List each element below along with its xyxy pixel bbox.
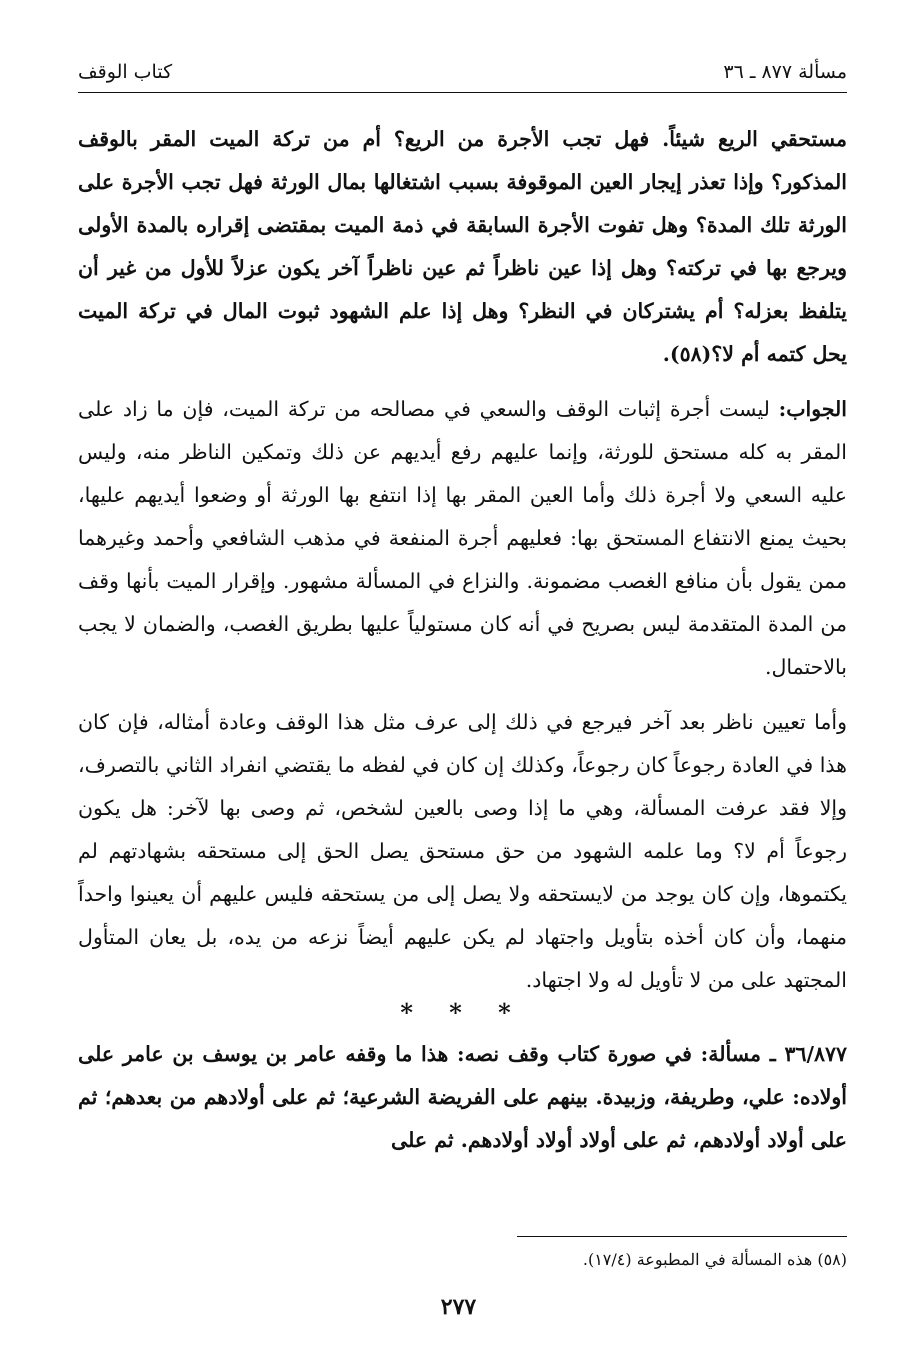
new-question-paragraph	[78, 1033, 847, 1162]
answer-text: ليست أجرة إثبات الوقف والسعي في مصالحه من تركة الميت، فإن ما زاد على المقر به كله مستحق للورثة، وإنما عليهم رفع أيديهم عن ذلك وتمكين الناظر منه، وليس عليه السعي ولا أجرة ذلك وأما العين المقر بها إذا انتفع بها الورثة أو وضعوا أيديهم عليها، بحيث يمنع الانتفاع المستحق بها: فعليهم أجرة المنفعة في مذهب الشافعي وأحمد وغيرهما ممن يقول بأن منافع الغصب مضمونة. والنزاع في المسألة مشهور. وإقرار الميت بأنها وقف من المدة المتقدمة ليس بصريح في أنه كان مستولياً عليها بطريق الغصب، والضمان لا يجب بالاحتمال.	[78, 397, 847, 679]
answer-paragraph	[78, 388, 847, 689]
new-question-text: في صورة كتاب وقف نصه: هذا ما وقفه عامر بن يوسف بن عامر على أولاده: علي، وطريفة، وزبيدة. بينهم على الفريضة الشرعية؛ ثم على أولادهم من بعدهم؛ ثم على أولاد أولادهم، ثم على أولاد أولاد أولادهم. ثم على	[78, 1042, 847, 1152]
question-paragraph: مستحقي الريع شيئاً. فهل تجب الأجرة من الريع؟ أم من تركة الميت المقر بالوقف المذكور؟ وإذا تعذر إيجار العين الموقوفة بسبب اشتغالها بمال الورثة فهل تجب الأجرة على الورثة تلك المدة؟ وهل تفوت الأجرة السابقة في ذمة الميت بمقتضى إقراره بالمدة الأولى ويرجع بها في تركته؟ وهل إذا عين ناظراً ثم عين ناظراً آخر يكون عزلاً للأول من غير أن يتلفظ بعزله؟ أم يشتركان في النظر؟ وهل إذا علم الشهود ثبوت المال في تركة الميت يحل كتمه أم لا؟(٥٨).	[78, 127, 847, 366]
page-body	[78, 118, 847, 1162]
footnote: (٥٨) هذه المسألة في المطبوعة (١٧/٤).	[582, 1250, 847, 1269]
second-paragraph: وأما تعيين ناظر بعد آخر فيرجع في ذلك إلى عرف مثل هذا الوقف وعادة أمثاله، فإن كان هذا في العادة رجوعاً كان رجوعاً، وكذلك إن كان في لفظه ما يقتضي انفراد الثاني بالتصرف، وإلا فقد عرفت المسألة، وهي ما إذا وصى بالعين لشخص، ثم وصى بها لآخر: هل يكون رجوعاً أم لا؟ وما علمه الشهود من حق مستحق يصل الحق إلى مستحقه بشهادتهم لم يكتموها، وإن كان يوجد من لايستحقه ولا يصل إلى من يستحقه فليس عليهم أن يعينوا واحداً منهما، وأن كان أخذه بتأويل واجتهاد لم يكن عليهم أيضاً نزعه من يده، بل يعان المتأول المجتهد على من لا تأويل له ولا اجتهاد.	[78, 710, 847, 992]
section-separator: * * *	[400, 998, 525, 1027]
header-book-title: كتاب الوقف	[78, 61, 173, 83]
answer-label: الجواب:	[778, 397, 847, 421]
footnote-divider	[517, 1236, 847, 1237]
running-header	[78, 52, 847, 93]
header-issue-number: مسألة ٨٧٧ ـ ٣٦	[723, 61, 847, 83]
question-number: ٣٦/٨٧٧ ـ مسألة:	[700, 1042, 847, 1066]
page-number: ٢٧٧	[440, 1294, 477, 1320]
